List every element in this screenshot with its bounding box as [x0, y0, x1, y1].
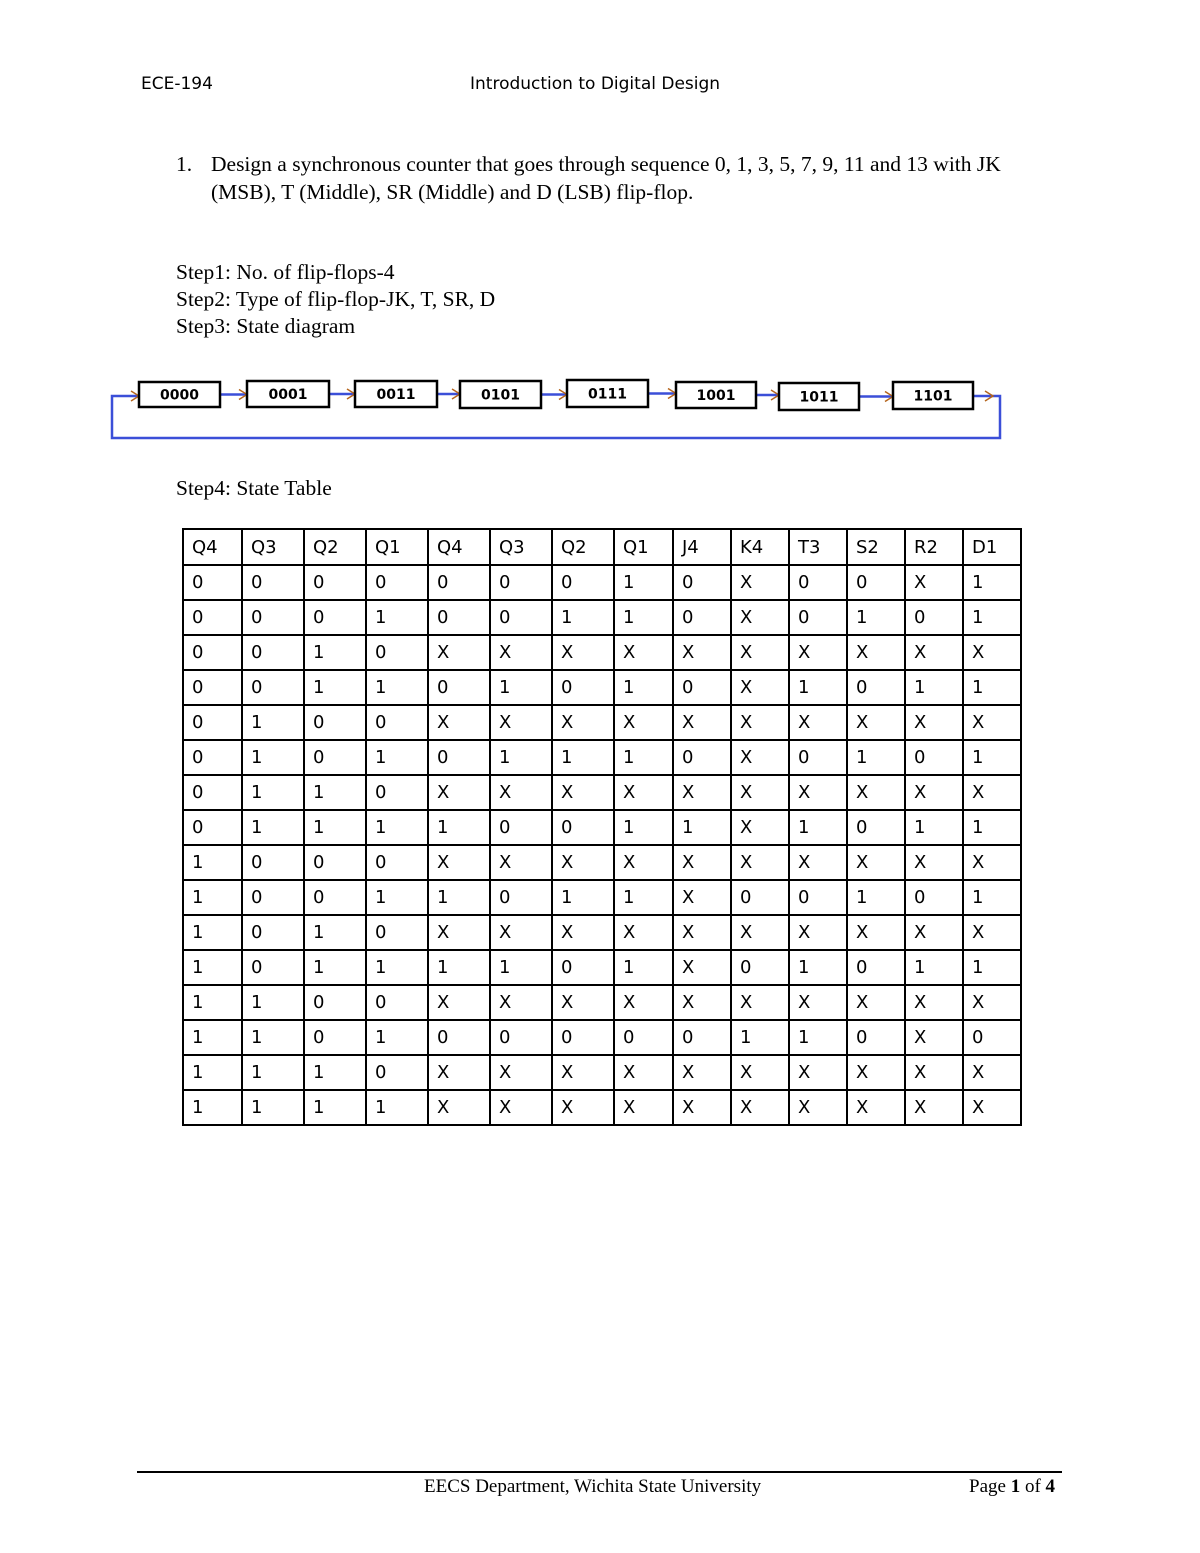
table-cell: 0: [242, 635, 304, 670]
table-cell: 0: [366, 985, 428, 1020]
table-cell: X: [731, 600, 789, 635]
table-cell: 0: [242, 880, 304, 915]
table-cell: 0: [242, 565, 304, 600]
table-cell: X: [614, 775, 673, 810]
table-cell: 1: [428, 880, 490, 915]
table-cell: X: [905, 1020, 963, 1055]
table-cell: X: [614, 985, 673, 1020]
table-cell: 0: [963, 1020, 1021, 1055]
table-cell: 0: [428, 740, 490, 775]
table-cell: X: [731, 740, 789, 775]
table-cell: X: [673, 880, 731, 915]
table-cell: X: [731, 985, 789, 1020]
table-cell: 1: [614, 740, 673, 775]
table-cell: 0: [183, 600, 242, 635]
table-cell: 0: [552, 1020, 614, 1055]
table-row: [183, 1055, 1021, 1090]
table-cell: 0: [183, 705, 242, 740]
table-cell: X: [428, 985, 490, 1020]
table-cell: X: [490, 845, 552, 880]
table-cell: 1: [366, 880, 428, 915]
table-cell: X: [552, 705, 614, 740]
table-cell: X: [614, 635, 673, 670]
table-cell: X: [905, 565, 963, 600]
table-cell: 1: [366, 740, 428, 775]
table-header-cell: Q3: [490, 529, 552, 565]
table-cell: X: [731, 670, 789, 705]
state-label: 0101: [481, 387, 520, 404]
table-cell: 1: [614, 950, 673, 985]
table-cell: 0: [673, 670, 731, 705]
table-cell: X: [905, 635, 963, 670]
table-cell: 0: [366, 705, 428, 740]
table-cell: X: [490, 1055, 552, 1090]
state-table: [182, 528, 1022, 1126]
table-cell: 1: [552, 600, 614, 635]
table-cell: 0: [905, 880, 963, 915]
table-cell: X: [731, 810, 789, 845]
table-cell: X: [614, 845, 673, 880]
table-cell: 1: [847, 740, 905, 775]
table-cell: 1: [963, 565, 1021, 600]
table-header-cell: Q2: [552, 529, 614, 565]
table-cell: 0: [731, 880, 789, 915]
table-cell: 1: [366, 1090, 428, 1125]
question-number: 1.: [176, 152, 193, 176]
table-cell: 0: [183, 635, 242, 670]
table-cell: X: [552, 915, 614, 950]
table-cell: 1: [366, 810, 428, 845]
table-cell: 1: [183, 845, 242, 880]
table-cell: 1: [242, 740, 304, 775]
table-cell: X: [673, 635, 731, 670]
table-cell: 1: [183, 1020, 242, 1055]
table-header-cell: Q2: [304, 529, 366, 565]
table-cell: 1: [963, 740, 1021, 775]
table-cell: 1: [614, 600, 673, 635]
table-cell: 0: [847, 565, 905, 600]
table-cell: X: [789, 915, 847, 950]
state-label: 1011: [799, 389, 839, 406]
table-cell: X: [963, 915, 1021, 950]
table-cell: 0: [552, 565, 614, 600]
table-cell: X: [847, 775, 905, 810]
table-cell: X: [552, 845, 614, 880]
table-cell: 1: [847, 880, 905, 915]
page-prefix: Page: [969, 1476, 1006, 1497]
table-cell: 1: [614, 880, 673, 915]
table-header-cell: R2: [905, 529, 963, 565]
table-cell: 0: [183, 670, 242, 705]
table-cell: X: [905, 1090, 963, 1125]
table-cell: 1: [242, 1020, 304, 1055]
table-cell: X: [905, 985, 963, 1020]
table-cell: 0: [242, 950, 304, 985]
table-header-cell: Q4: [183, 529, 242, 565]
table-cell: X: [552, 1090, 614, 1125]
table-cell: X: [789, 985, 847, 1020]
table-row: [183, 705, 1021, 740]
table-cell: X: [673, 1090, 731, 1125]
table-cell: 1: [183, 1090, 242, 1125]
table-cell: X: [905, 845, 963, 880]
table-cell: 0: [183, 740, 242, 775]
table-cell: 0: [789, 565, 847, 600]
table-cell: 1: [552, 740, 614, 775]
table-header-row: [183, 529, 1021, 565]
table-cell: 0: [847, 1020, 905, 1055]
table-cell: X: [614, 705, 673, 740]
table-cell: 1: [614, 810, 673, 845]
table-header-cell: Q1: [366, 529, 428, 565]
table-row: [183, 880, 1021, 915]
table-cell: X: [789, 635, 847, 670]
table-cell: 1: [366, 950, 428, 985]
table-header-cell: J4: [673, 529, 731, 565]
table-cell: 1: [366, 1020, 428, 1055]
table-cell: 0: [905, 600, 963, 635]
table-cell: X: [614, 1090, 673, 1125]
table-cell: 0: [304, 1020, 366, 1055]
table-cell: X: [789, 845, 847, 880]
table-row: [183, 670, 1021, 705]
table-row: [183, 1090, 1021, 1125]
table-cell: 0: [552, 950, 614, 985]
table-cell: 1: [242, 985, 304, 1020]
table-cell: X: [789, 705, 847, 740]
table-cell: X: [905, 775, 963, 810]
table-cell: 1: [731, 1020, 789, 1055]
table-cell: 1: [183, 985, 242, 1020]
table-cell: 1: [963, 670, 1021, 705]
table-row: [183, 635, 1021, 670]
step4-text: Step4: State Table: [176, 476, 332, 500]
table-cell: 0: [905, 740, 963, 775]
table-cell: 0: [366, 1055, 428, 1090]
page-total: 4: [1045, 1476, 1056, 1497]
table-cell: 0: [847, 670, 905, 705]
table-cell: 1: [304, 915, 366, 950]
table-cell: X: [963, 705, 1021, 740]
table-cell: X: [731, 915, 789, 950]
table-header-cell: Q1: [614, 529, 673, 565]
table-cell: 1: [366, 600, 428, 635]
state-label: 0111: [588, 386, 627, 403]
table-cell: 0: [304, 600, 366, 635]
table-cell: 1: [304, 670, 366, 705]
table-cell: 1: [614, 565, 673, 600]
table-cell: 0: [673, 600, 731, 635]
table-cell: X: [731, 1090, 789, 1125]
table-header-cell: T3: [789, 529, 847, 565]
table-cell: X: [847, 915, 905, 950]
table-cell: X: [905, 705, 963, 740]
table-cell: X: [673, 915, 731, 950]
table-cell: X: [847, 705, 905, 740]
table-cell: 0: [304, 740, 366, 775]
table-row: [183, 600, 1021, 635]
table-cell: X: [673, 950, 731, 985]
table-cell: X: [673, 775, 731, 810]
table-cell: 0: [428, 600, 490, 635]
state-label: 0011: [376, 387, 416, 403]
table-header-cell: K4: [731, 529, 789, 565]
table-cell: 1: [614, 670, 673, 705]
table-cell: X: [731, 775, 789, 810]
table-cell: X: [428, 775, 490, 810]
table-cell: X: [731, 845, 789, 880]
table-cell: X: [614, 1055, 673, 1090]
table-cell: 0: [242, 915, 304, 950]
table-cell: X: [847, 845, 905, 880]
table-cell: 1: [242, 705, 304, 740]
table-cell: 1: [905, 950, 963, 985]
table-cell: X: [731, 635, 789, 670]
table-cell: X: [963, 845, 1021, 880]
table-cell: X: [428, 635, 490, 670]
table-cell: 0: [183, 810, 242, 845]
table-row: [183, 915, 1021, 950]
table-cell: 0: [304, 705, 366, 740]
table-cell: X: [963, 985, 1021, 1020]
table-cell: 1: [905, 810, 963, 845]
table-cell: 1: [183, 1055, 242, 1090]
table-cell: X: [428, 1090, 490, 1125]
table-cell: X: [490, 915, 552, 950]
table-cell: 0: [673, 565, 731, 600]
table-cell: 0: [183, 565, 242, 600]
table-cell: 0: [490, 810, 552, 845]
table-cell: X: [552, 1055, 614, 1090]
table-cell: X: [847, 985, 905, 1020]
header-title: Introduction to Digital Design: [470, 74, 721, 94]
table-cell: 1: [183, 915, 242, 950]
step2-text: Step2: Type of flip-flop-JK, T, SR, D: [176, 287, 496, 311]
table-cell: 0: [366, 915, 428, 950]
table-cell: 1: [963, 600, 1021, 635]
table-cell: 1: [490, 740, 552, 775]
table-cell: 1: [242, 1090, 304, 1125]
table-cell: 0: [242, 670, 304, 705]
table-row: [183, 810, 1021, 845]
table-cell: 1: [963, 810, 1021, 845]
page-current: 1: [1010, 1476, 1021, 1497]
table-cell: X: [614, 915, 673, 950]
table-cell: 0: [490, 565, 552, 600]
state-label: 1001: [696, 388, 736, 404]
table-cell: X: [963, 1055, 1021, 1090]
footer-department: EECS Department, Wichita State University: [424, 1476, 762, 1497]
table-cell: 1: [673, 810, 731, 845]
table-cell: 1: [789, 670, 847, 705]
table-cell: X: [673, 1055, 731, 1090]
table-cell: 0: [428, 1020, 490, 1055]
table-cell: 0: [304, 565, 366, 600]
table-cell: 1: [490, 670, 552, 705]
table-cell: 0: [847, 950, 905, 985]
table-cell: 1: [304, 635, 366, 670]
table-cell: 0: [731, 950, 789, 985]
table-header-cell: S2: [847, 529, 905, 565]
table-cell: 0: [304, 845, 366, 880]
table-cell: 0: [847, 810, 905, 845]
table-cell: X: [673, 985, 731, 1020]
table-row: [183, 565, 1021, 600]
table-cell: 0: [366, 845, 428, 880]
table-row: [183, 845, 1021, 880]
table-cell: 0: [789, 740, 847, 775]
table-cell: 0: [490, 880, 552, 915]
table-cell: 1: [428, 810, 490, 845]
table-cell: X: [490, 775, 552, 810]
step3-text: Step3: State diagram: [176, 314, 356, 338]
table-cell: X: [552, 985, 614, 1020]
table-row: [183, 985, 1021, 1020]
table-cell: X: [905, 915, 963, 950]
table-cell: 0: [366, 565, 428, 600]
table-cell: 0: [552, 810, 614, 845]
state-diagram: [0, 0, 1200, 460]
footer-page-number: [969, 1476, 1055, 1498]
header-course: ECE-194: [141, 74, 213, 94]
table-cell: X: [847, 1055, 905, 1090]
table-cell: X: [552, 635, 614, 670]
table-cell: X: [905, 1055, 963, 1090]
table-header-cell: Q4: [428, 529, 490, 565]
table-cell: 1: [789, 1020, 847, 1055]
table-cell: 0: [490, 600, 552, 635]
table-header-cell: D1: [963, 529, 1021, 565]
table-cell: 0: [242, 600, 304, 635]
table-cell: 1: [963, 950, 1021, 985]
table-row: [183, 775, 1021, 810]
table-cell: 1: [242, 775, 304, 810]
table-cell: X: [731, 565, 789, 600]
table-cell: 1: [552, 880, 614, 915]
table-cell: 1: [304, 1055, 366, 1090]
step1-text: Step1: No. of flip-flops-4: [176, 260, 395, 284]
table-cell: X: [731, 705, 789, 740]
state-label: 1101: [913, 388, 953, 405]
table-cell: X: [490, 705, 552, 740]
table-cell: X: [490, 985, 552, 1020]
table-header-cell: Q3: [242, 529, 304, 565]
page-of: of: [1024, 1476, 1041, 1497]
table-cell: X: [428, 915, 490, 950]
table-cell: 0: [366, 635, 428, 670]
table-cell: X: [963, 775, 1021, 810]
table-cell: X: [963, 635, 1021, 670]
table-cell: X: [731, 1055, 789, 1090]
table-cell: 0: [428, 565, 490, 600]
table-cell: 1: [304, 1090, 366, 1125]
table-cell: 0: [366, 775, 428, 810]
table-cell: 1: [428, 950, 490, 985]
table-cell: 1: [242, 1055, 304, 1090]
table-cell: X: [673, 705, 731, 740]
table-cell: 0: [789, 600, 847, 635]
table-cell: X: [428, 1055, 490, 1090]
state-label: 0000: [160, 387, 199, 404]
table-cell: 0: [673, 1020, 731, 1055]
table-cell: 1: [183, 880, 242, 915]
table-cell: 1: [366, 670, 428, 705]
table-cell: 1: [242, 810, 304, 845]
table-cell: 1: [789, 950, 847, 985]
table-cell: 0: [789, 880, 847, 915]
table-cell: X: [789, 775, 847, 810]
table-cell: 1: [304, 950, 366, 985]
table-cell: 0: [304, 880, 366, 915]
table-cell: 0: [614, 1020, 673, 1055]
table-cell: 1: [183, 950, 242, 985]
table-cell: 1: [490, 950, 552, 985]
table-cell: X: [490, 635, 552, 670]
state-label: 0001: [268, 387, 308, 403]
table-cell: X: [673, 845, 731, 880]
table-cell: 0: [428, 670, 490, 705]
table-cell: X: [847, 1090, 905, 1125]
table-cell: X: [490, 1090, 552, 1125]
table-cell: 0: [552, 670, 614, 705]
table-cell: 0: [183, 775, 242, 810]
table-cell: 1: [789, 810, 847, 845]
table-cell: 1: [304, 810, 366, 845]
table-cell: 0: [490, 1020, 552, 1055]
table-cell: 1: [847, 600, 905, 635]
footer-divider: [137, 1471, 1062, 1473]
table-cell: 1: [963, 880, 1021, 915]
table-cell: X: [428, 845, 490, 880]
table-cell: X: [789, 1055, 847, 1090]
table-cell: X: [963, 1090, 1021, 1125]
table-row: [183, 740, 1021, 775]
table-cell: X: [847, 635, 905, 670]
table-cell: X: [428, 705, 490, 740]
table-row: [183, 950, 1021, 985]
table-cell: 0: [242, 845, 304, 880]
table-cell: X: [552, 775, 614, 810]
table-cell: 1: [905, 670, 963, 705]
table-cell: X: [789, 1090, 847, 1125]
question-text: Design a synchronous counter that goes through sequence 0, 1, 3, 5, 7, 9, 11 and 13 with JK (MSB), T (Middle), SR (Middle) and D (LSB) flip-flop.: [211, 152, 1001, 204]
table-cell: 0: [673, 740, 731, 775]
table-cell: 1: [304, 775, 366, 810]
table-row: [183, 1020, 1021, 1055]
feedback-loop-line: [112, 396, 1000, 438]
table-cell: 0: [304, 985, 366, 1020]
